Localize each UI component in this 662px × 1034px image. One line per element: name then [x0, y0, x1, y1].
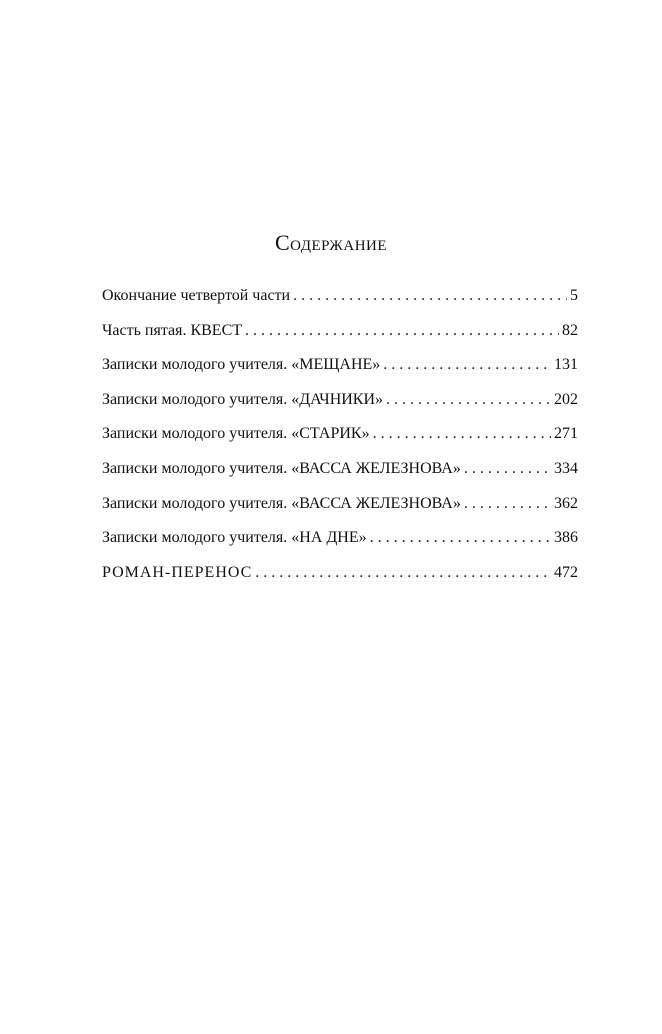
toc-list: [102, 287, 578, 598]
toc-entry-title: Записки молодого учителя. «НА ДНЕ»: [102, 529, 367, 547]
toc-entry-title: Записки молодого учителя. «ДАЧНИКИ»: [102, 390, 384, 408]
dot-leader: [293, 287, 567, 305]
toc-entry-page: 334: [554, 459, 578, 477]
toc-entry-title: Записки молодого учителя. «ВАССА ЖЕЛЕЗНОВА»: [102, 459, 461, 477]
toc-entry-title: Окончание четвертой части: [102, 287, 291, 304]
dot-leader: [255, 564, 551, 582]
dot-leader: [383, 356, 551, 374]
toc-entry-title: Записки молодого учителя. «СТАРИК»: [102, 425, 370, 443]
toc-entry-page: 472: [554, 563, 578, 581]
toc-entry-page: 131: [554, 356, 578, 374]
toc-entry: [102, 495, 578, 530]
toc-entry-title: Часть пятая. КВЕСТ: [102, 321, 243, 339]
toc-entry: [102, 425, 578, 460]
toc-entry-title: РОМАН-ПЕРЕНОС: [102, 563, 253, 581]
toc-entry-page: 82: [562, 321, 578, 339]
toc-entry-title: Записки молодого учителя. «МЕЩАНЕ»: [102, 356, 381, 374]
toc-entry-title: Записки молодого учителя. «ВАССА ЖЕЛЕЗНОВА»: [102, 494, 461, 512]
toc-entry: [102, 529, 578, 564]
toc-entry: [102, 391, 578, 426]
toc-entry-page: 5: [570, 287, 578, 304]
dot-leader: [464, 495, 551, 513]
toc-entry: [102, 460, 578, 495]
toc-entry: [102, 356, 578, 391]
dot-leader: [373, 425, 551, 443]
toc-entry-page: 362: [554, 494, 578, 512]
dot-leader: [245, 322, 559, 340]
dot-leader: [386, 391, 551, 409]
toc-entry-page: 202: [554, 390, 578, 408]
toc-entry: [102, 287, 578, 322]
dot-leader: [370, 529, 551, 547]
toc-title: Содержание: [274, 230, 388, 255]
toc-entry-page: 271: [554, 425, 578, 443]
toc-entry: [102, 322, 578, 357]
toc-entry-page: 386: [554, 529, 578, 547]
dot-leader: [464, 460, 551, 478]
toc-entry: [102, 564, 578, 599]
